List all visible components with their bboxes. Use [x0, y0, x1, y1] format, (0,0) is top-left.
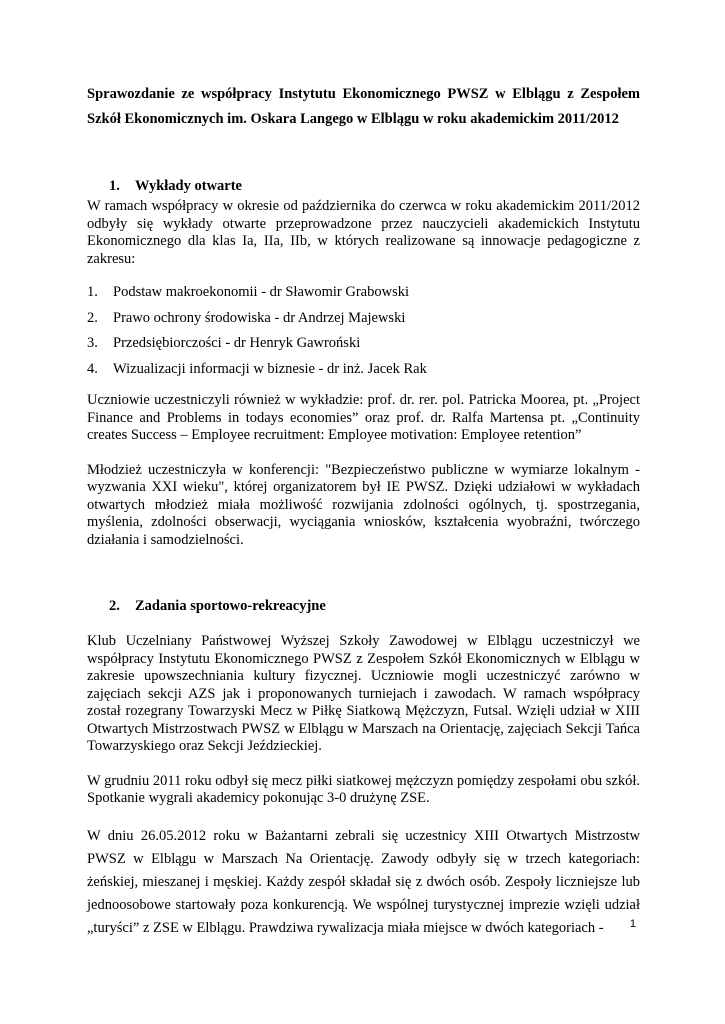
list-item: 2. Prawo ochrony środowiska - dr Andrzej Majewski	[87, 309, 406, 326]
section-1-paragraph-2: Uczniowie uczestniczyli również w wykładzie: prof. dr. rer. pol. Patricka Moorea, pt. „Project Finance and Problems in todays economies” oraz prof. dr. Ralfa Martensa pt. „Continuity creates Success – Employee recruitment: Employee motivation: Employee retention”	[87, 392, 640, 443]
section-1-intro: W ramach współpracy w okresie od października do czerwca w roku akademickim 2011/2012 odbyły się wykłady otwarte przeprowadzone przez nauczycieli akademickich Instytutu Ekonomicznego dla klas Ia, IIa, IIb, w których realizowane są innowacje pedagogiczne z zakresu:	[87, 198, 640, 267]
section-2-paragraph-3: W dniu 26.05.2012 roku w Bażantarni zebrali się uczestnicy XIII Otwartych Mistrzostw PWSZ w Elblągu w Marszach Na Orientację. Zawody odbyły się w trzech kategoriach: żeńskiej, mieszanej i męskiej. Każdy zespół składał się z dwóch osób. Zespoły liczniejsze lub jednoosobowe startowały poza konkurencją. We wspólnej turystycznej imprezie wzięli udział „turyści” z ZSE w Elblągu. Prawdziwa rywalizacja miała miejsce w dwóch kategoriach -	[87, 827, 640, 936]
list-item: 4. Wizualizacji informacji w biznesie - dr inż. Jacek Rak	[87, 360, 427, 377]
section-2-number: 2.	[109, 598, 120, 614]
section-2-paragraph-2: W grudniu 2011 roku odbył się mecz piłki siatkowej mężczyzn pomiędzy zespołami obu szkół. Spotkanie wygrali akademicy pokonując 3-0 drużynę ZSE.	[87, 772, 640, 806]
section-2-title: Zadania sportowo-rekreacyjne	[135, 598, 326, 614]
section-1-number: 1.	[109, 178, 120, 194]
lecture-list	[87, 284, 640, 378]
title-line-1: Sprawozdanie ze współpracy Instytutu Ekonomicznego PWSZ w Elblągu z Zespołem	[87, 86, 640, 102]
document-title	[87, 82, 640, 132]
section-2-paragraph-1: Klub Uczelniany Państwowej Wyższej Szkoły Zawodowej w Elblągu uczestniczył we współpracy Instytutu Ekonomicznego PWSZ z Zespołem Szkół Ekonomicznych w Elblągu w zakresie upowszechniania kultury fizycznej. Uczniowie mogli uczestniczyć zarówno w zajęciach sekcji AZS jak i proponowanych turniejach i zawodach. W ramach współpracy został rozegrany Towarzyski Mecz w Piłkę Siatkową Mężczyzn, Futsal. Wzięli udział w XIII Otwartych Mistrzostwach PWSZ w Elblągu w Marszach na Orientację, zajęciach Sekcji Tańca Towarzyskiego oraz Sekcji Jeździeckiej.	[87, 633, 640, 754]
section-2-paragraph-3-wrapper	[87, 825, 640, 940]
list-item: 3. Przedsiębiorczości - dr Henryk Gawroński	[87, 335, 361, 351]
title-line-2: Szkół Ekonomicznych im. Oskara Langego w Elblągu w roku akademickim 2011/2012	[87, 111, 619, 127]
section-1-paragraph-3: Młodzież uczestniczyła w konferencji: "Bezpieczeństwo publiczne w wymiarze lokalnym - wyzwania XXI wieku", której organizatorem był IE PWSZ. Dzięki udziałowi w wykładach otwartych młodzież miała możliwość rozwijania zdolności ogólnych, tj. spostrzegania, myślenia, zdolności obserwacji, wyciągania wniosków, kształcenia wyobraźni, twórczego działania i samodzielności.	[87, 461, 640, 548]
section-1-title: Wykłady otwarte	[135, 178, 242, 194]
list-item: 1. Podstaw makroekonomii - dr Sławomir Grabowski	[87, 284, 410, 300]
page-number: 1	[629, 918, 636, 930]
document-page	[87, 82, 640, 940]
section-2-heading	[87, 597, 640, 615]
section-1-heading	[87, 177, 640, 195]
